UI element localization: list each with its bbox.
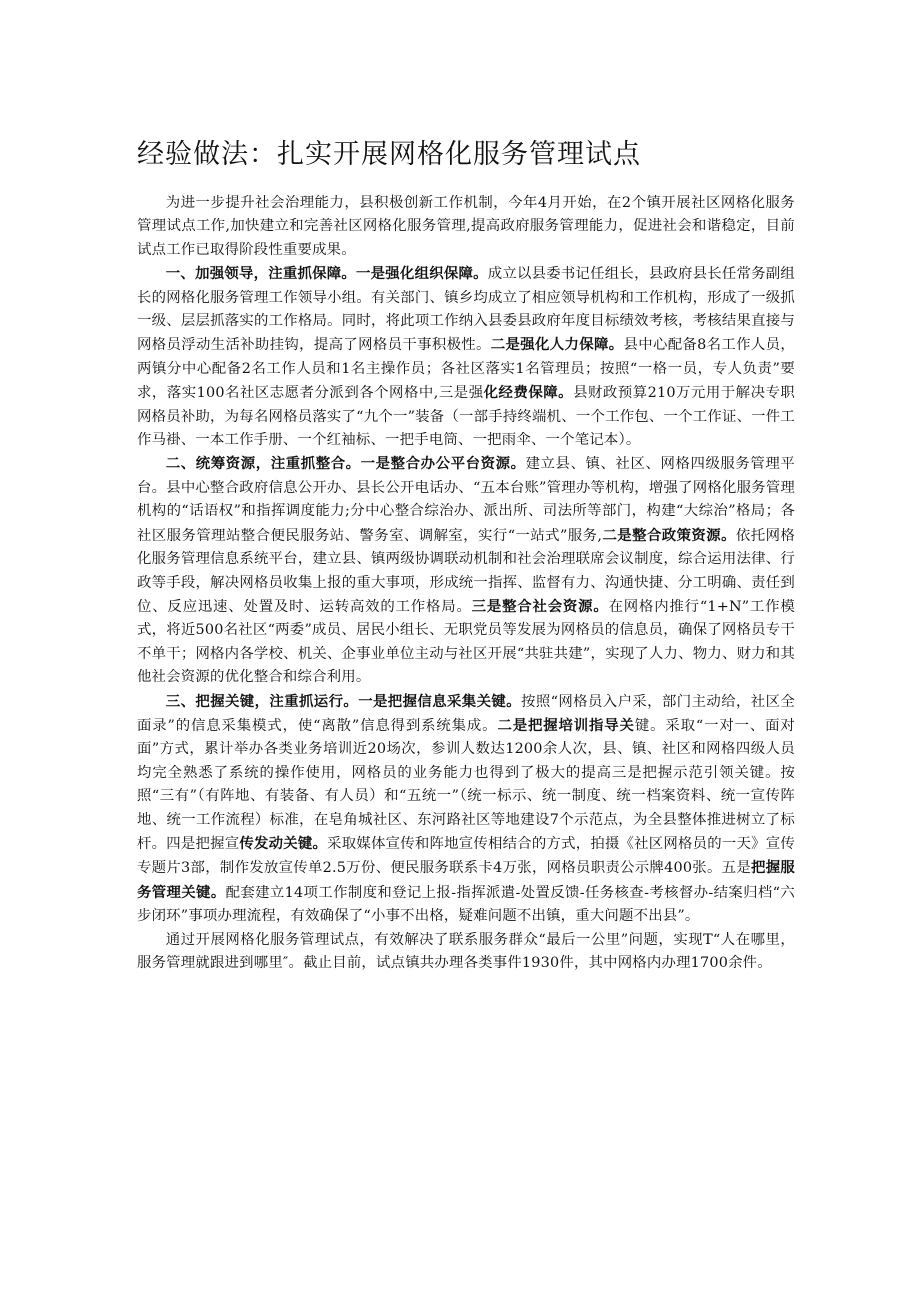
- text-segment: 配套建立14项工作制度和登记上报-指挥派遣-处置反馈-任务核查-考核督办-结案归档“六步闭环”事项办理流程，有效确保了“小事不出格，疑难问题不出镇，重大问题不出县”。: [137, 884, 795, 925]
- paragraph-conclusion: [137, 929, 795, 976]
- text-segment: 按照“网格员入户采，部门主动给，社区全面录”的信息采集模式，使“离散”信息得到系统集成。: [137, 693, 795, 734]
- document-body: [137, 192, 795, 975]
- bold-heading-segment: 二是强化人力保障。: [490, 336, 624, 354]
- text-segment: 依托网格化服务管理信息系统平台，建立县、镇两级协调联动机制和社会治理联席会议制度，综合运用法律、行政等手段，解决网格员收集上报的重大事项，形成统一指挥、监督有力、沟通快捷、分工明确、责任到位、反应迅速、处置及时、运转高效的工作格局。: [137, 527, 795, 615]
- text-segment: 县中心配备8名工作人员，两镇分中心配备2名工作人员和1名主操作员；各社区落实1名管理员；按照“一格一员，专人负责”要求，落实100名社区志愿者分派到各个网格中,三是强: [137, 337, 795, 402]
- bold-heading-segment: 把握服务管理关键。: [137, 859, 795, 901]
- bold-heading-segment: 二、统筹资源，注重抓整合。一是整合办公平台资源。: [165, 455, 526, 473]
- bold-heading-segment: 二是把握培训指导关: [497, 716, 635, 734]
- text-segment: 县财政预算210万元用于解决专职网格员补助，为每名网格员落实了“九个一”装备（一部手持终端机、一个工作包、一个工作证、一件工作马褂、一本工作手册、一个红袖标、一把手电筒、一把雨伞、一个笔记本）。: [137, 385, 796, 449]
- paragraph-section-2: [137, 452, 795, 689]
- bold-heading-segment: 传发动关键。: [239, 834, 328, 852]
- paragraph-section-3: [137, 690, 795, 929]
- bold-heading-segment: 一、加强领导，注重抓保障。一是强化组织保障。: [165, 265, 488, 283]
- text-segment: 通过开展网格化服务管理试点，有效解决了联系服务群众“最后一公里”问题，实现T“人在哪里，服务管理就跟进到哪里″。截止目前，试点镇共办理各类事件1930件，其中网格内办理1700余件。: [137, 931, 795, 971]
- text-segment: 采取媒体宣传和阵地宣传相结合的方式，拍摄《社区网格员的一天》宣传专题片3部，制作发放宣传单2.5万份、便民服务联系卡4万张，网格员职责公示牌400张。五是: [137, 835, 796, 877]
- text-segment: 成立以县委书记任组长，县政府县长任常务副组长的网格化服务管理工作领导小组。有关部门、镇乡均成立了相应领导机构和工作机构，形成了一级抓一级、层层抓落实的工作格局。同时，将此项工作纳入县委县政府年度目标绩效考核，考核结果直接与网格员浮动生活补助挂钩，提高了网格员干事积极性。: [137, 266, 795, 354]
- text-segment: 建立县、镇、社区、网格四级服务管理平台。县中心整合政府信息公开办、县长公开电话办、“五本台账”管理办等机构，增强了网格化服务管理机构的“话语权”和指挥调度能力;分中心整合综治办、派出所、司法所等部门，构建“大综治”格局；各社区服务管理站整合便民服务站、警务室、调解室，实行“一站式”服务,: [137, 456, 795, 544]
- text-segment: 为进一步提升社会治理能力，县积极创新工作机制，今年4月开始，在2个镇开展社区网格化服务管理试点工作,加快建立和完善社区网格化服务管理,提高政府服务管理能力，促进社会和谐稳定，目前试点工作已取得阶段性重要成果。: [137, 195, 795, 258]
- paragraph-section-1: [137, 262, 795, 452]
- bold-heading-segment: 二是整合政策资源。: [602, 526, 736, 544]
- text-segment: 在网格内推行“1+N”工作模式，将近500名社区“两委”成员、居民小组长、无职党员等发展为网格员的信息员，确保了网格员专干不单干；网格内各学校、机关、企事业单位主动与社区开展“共驻共建”，实现了人力、物力、财力和其他社会资源的优化整合和综合利用。: [137, 598, 795, 686]
- document-page: [137, 138, 795, 975]
- paragraph-intro: [137, 192, 795, 262]
- text-segment: 键。采取“一对一、面对面”方式，累计举办各类业务培训近20场次，参训人数达1200余人次，县、镇、社区和网格四级人员均完全熟悉了系统的操作使用，网格员的业务能力也得到了极大的提高三是把握示范引领关键。按照“三有”（有阵地、有装备、有人员）和“五统一”（统一标示、统一制度、统一档案资料、统一宣传阵地、统一工作流程）标准，在皂角城社区、东河路社区等地建设7个示范点，为全县整体推进树立了标杆。四是把握宣: [137, 717, 795, 852]
- bold-heading-segment: 化经费保障。: [483, 384, 574, 402]
- bold-heading-segment: 三、把握关键，注重抓运行。一是把握信息采集关键。: [165, 692, 522, 710]
- document-title: 经验做法：扎实开展网格化服务管理试点: [137, 139, 641, 170]
- bold-heading-segment: 三是整合社会资源。: [471, 597, 609, 615]
